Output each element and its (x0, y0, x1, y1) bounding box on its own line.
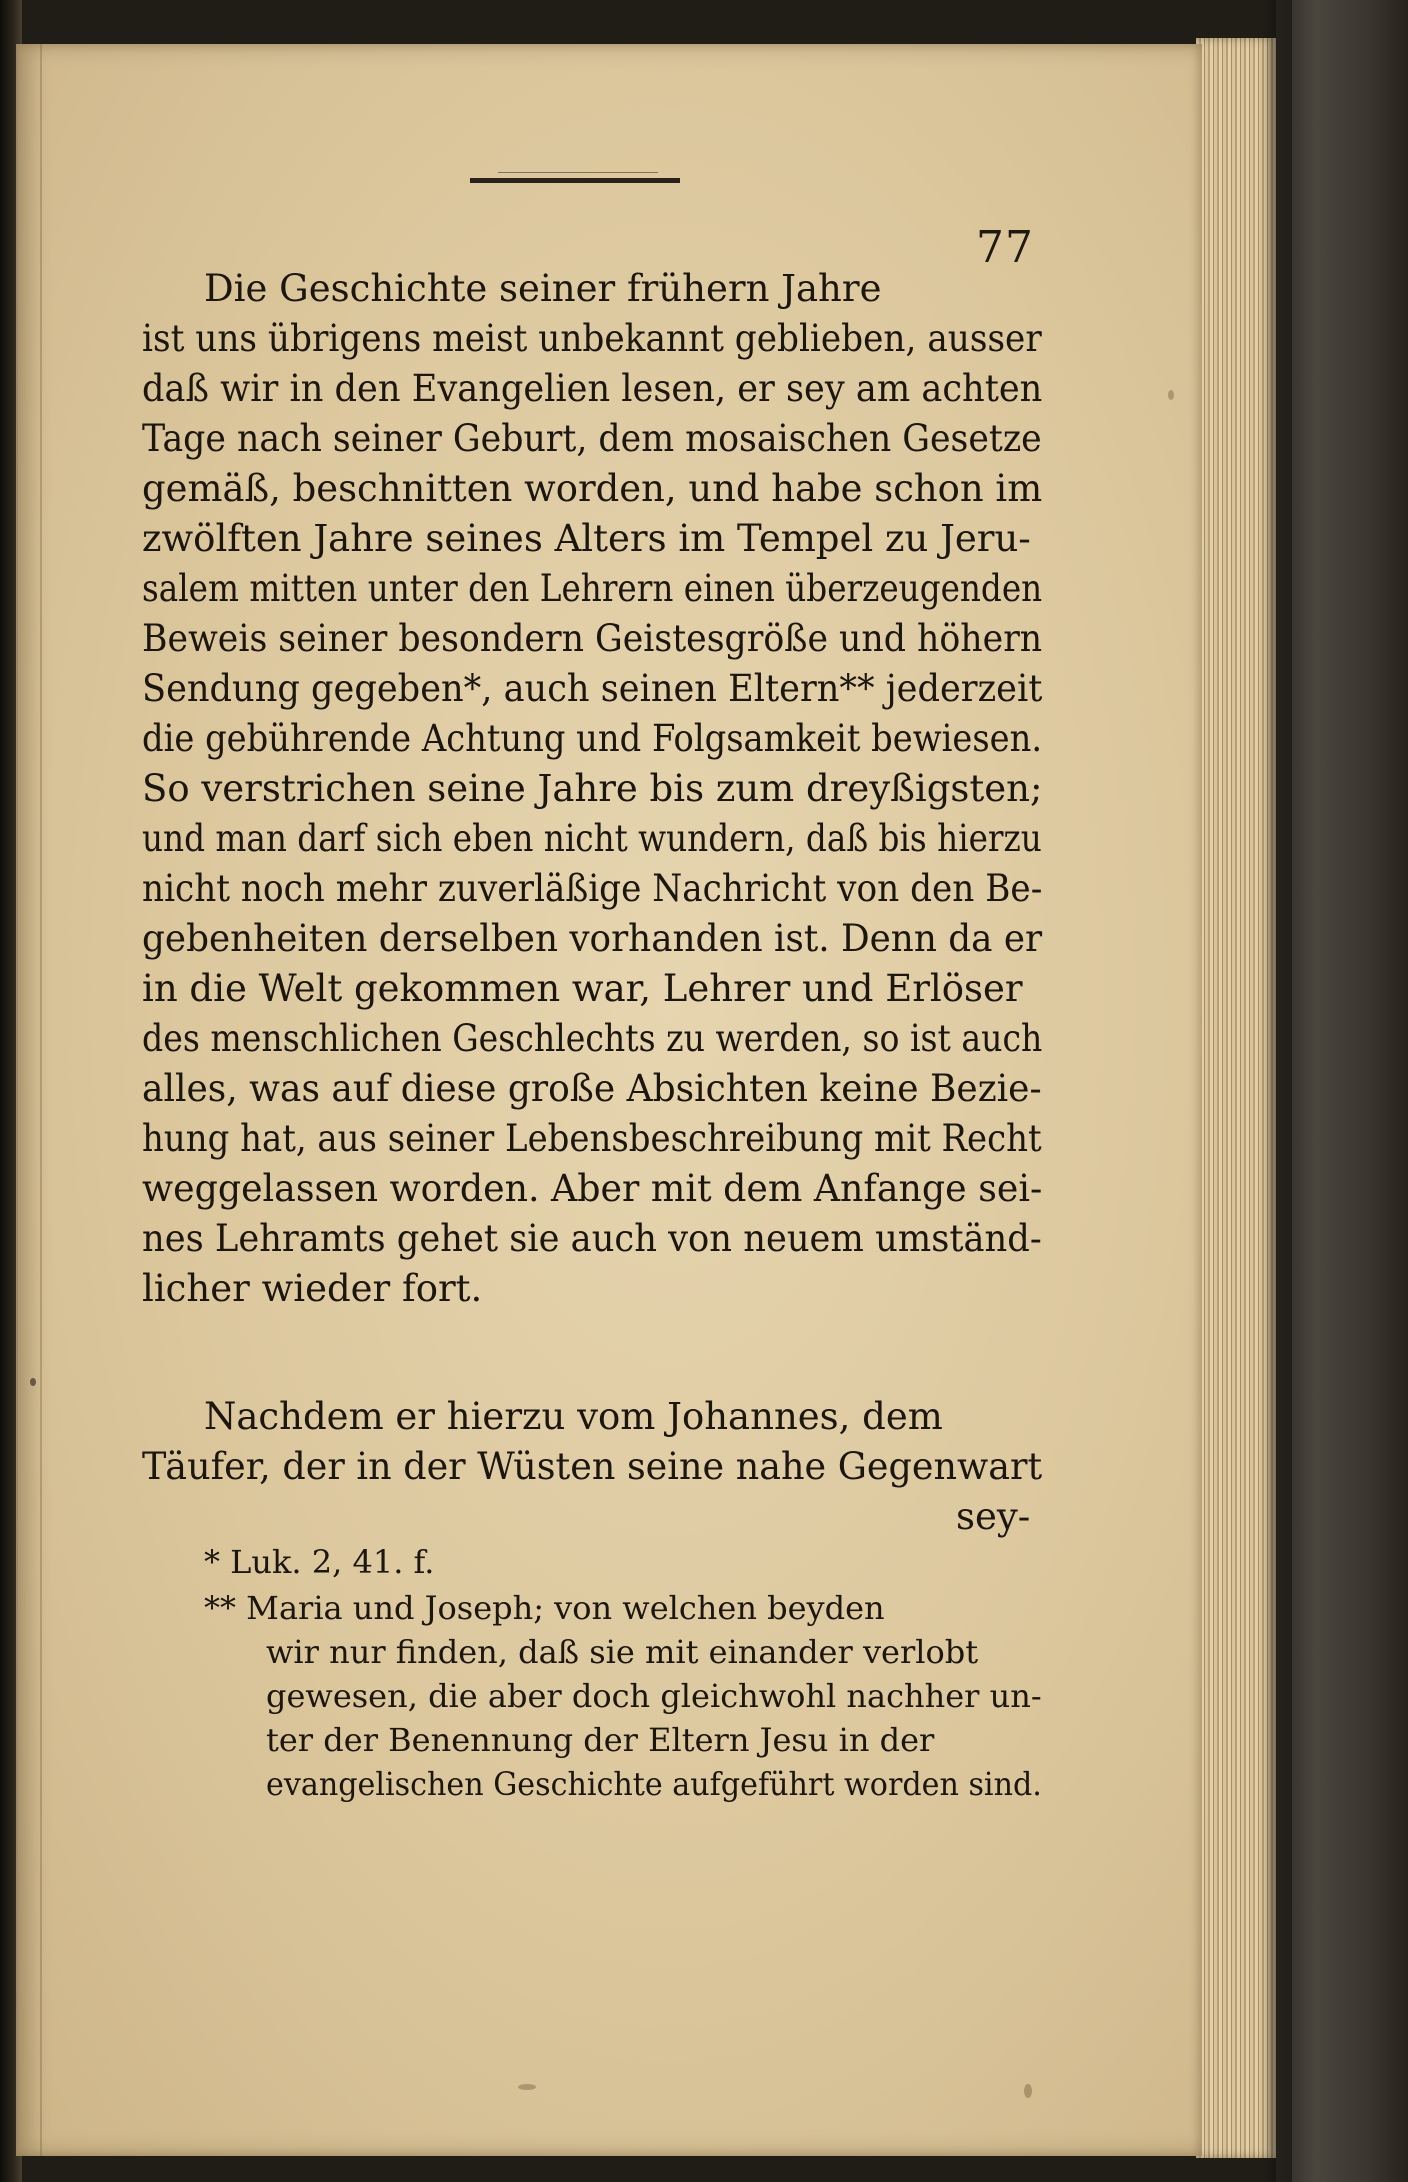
text-line: Tage nach seiner Geburt, dem mosaischen Gesetze (142, 417, 1042, 460)
text-line: hung hat, aus seiner Lebensbeschreibung mit Recht (142, 1117, 1042, 1160)
footnote: ** Maria und Joseph; von welchen beyden (204, 1589, 885, 1627)
catchword: sey- (956, 1495, 1031, 1538)
page-gutter (40, 44, 42, 2156)
text-line: Nachdem er hierzu vom Johannes, dem (204, 1395, 943, 1438)
text-line: nicht noch mehr zuverläßige Nachricht von den Be- (142, 867, 1043, 910)
footnote: * Luk. 2, 41. f. (204, 1543, 435, 1581)
board-shadow (1262, 0, 1292, 2182)
paper-spot (30, 1378, 36, 1386)
header-rule (470, 178, 680, 183)
book-page (16, 44, 1202, 2156)
paper-spot (1024, 2084, 1032, 2098)
paper-spot (1168, 390, 1174, 400)
text-line: zwölften Jahre seines Alters im Tempel zu Jeru- (142, 517, 1031, 560)
text-line: ist uns übrigens meist unbekannt geblieben, ausser (142, 317, 1042, 360)
text-line: So verstrichen seine Jahre bis zum dreyßigsten; (142, 767, 1043, 810)
text-line: des menschlichen Geschlechts zu werden, so ist auch (142, 1017, 1043, 1060)
paper-spot (518, 2084, 536, 2090)
text-line: licher wieder fort. (142, 1267, 483, 1310)
footnote-line: ter der Benennung der Eltern Jesu in der (266, 1721, 935, 1759)
text-line: salem mitten unter den Lehrern einen überzeugenden (142, 567, 1043, 610)
text-line: Beweis seiner besondern Geistesgröße und höhern (142, 617, 1043, 660)
text-line: nes Lehramts gehet sie auch von neuem umständ- (142, 1217, 1042, 1260)
book-cover-board (1276, 0, 1408, 2182)
text-line: alles, was auf diese große Absichten keine Bezie- (142, 1067, 1042, 1110)
footnote-line: wir nur finden, daß sie mit einander verlobt (266, 1633, 979, 1671)
text-line: in die Welt gekommen war, Lehrer und Erlöser (142, 967, 1023, 1010)
text-line: gebenheiten derselben vorhanden ist. Denn da er (142, 917, 1043, 960)
text-line: die gebührende Achtung und Folgsamkeit bewiesen. (142, 717, 1043, 760)
text-line: und man darf sich eben nicht wundern, daß bis hierzu (142, 817, 1042, 860)
footnote-line: evangelischen Geschichte aufgeführt worden sind. (266, 1765, 1042, 1803)
header-rule-thin (498, 172, 658, 173)
text-line: weggelassen worden. Aber mit dem Anfange sei- (142, 1167, 1043, 1210)
footnote-line: gewesen, die aber doch gleichwohl nachher un- (266, 1677, 1042, 1715)
text-line: gemäß, beschnitten worden, und habe schon im (142, 467, 1043, 510)
text-line: Die Geschichte seiner frühern Jahre (204, 267, 882, 310)
text-line: Täufer, der in der Wüsten seine nahe Gegenwart (142, 1445, 1043, 1488)
text-line: daß wir in den Evangelien lesen, er sey am achten (142, 367, 1043, 410)
text-line: Sendung gegeben*, auch seinen Eltern** jederzeit (142, 667, 1043, 710)
page-number: 77 (976, 222, 1034, 273)
